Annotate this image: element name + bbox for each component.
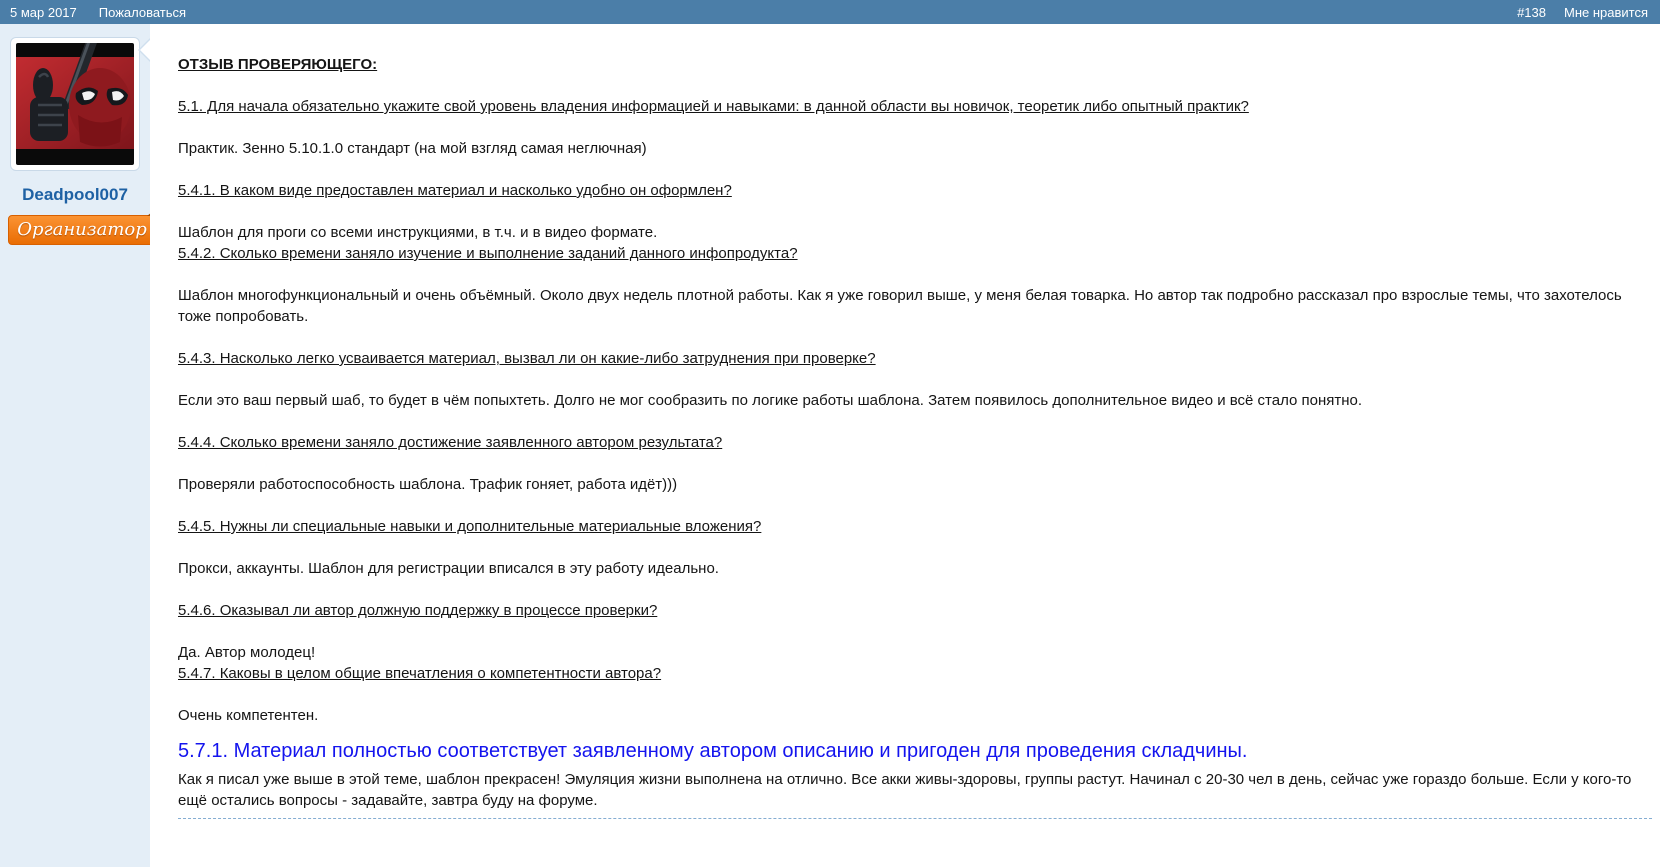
answer-5-1: Практик. Зенно 5.10.1.0 стандарт (на мой взгляд самая неглючная) bbox=[178, 140, 647, 157]
verdict-paragraph: Как я писал уже выше в этой теме, шаблон прекрасен! Эмуляция жизни выполнена на отлично. Все акки живы-здоровы, группы растут. Начинал с 20-30 чел в день, сейчас уже гораздо больше. Если у кого-то ещё остались вопросы - задавайте, завтра буду на форуме. bbox=[178, 771, 1632, 809]
question-5-4-5: 5.4.5. Нужны ли специальные навыки и дополнительные материальные вложения? bbox=[178, 518, 762, 535]
post-number-link[interactable]: #138 bbox=[1517, 4, 1546, 20]
post-toolbar-left bbox=[10, 5, 186, 20]
post-toolbar-right bbox=[1517, 5, 1648, 20]
verdict-heading: 5.7.1. Материал полностью соответствует заявленному автором описанию и пригоден для проведения складчины. bbox=[178, 740, 1248, 762]
question-5-4-3: 5.4.3. Насколько легко усваивается материал, вызвал ли он какие-либо затруднения при проверке? bbox=[178, 350, 876, 367]
answer-5-4-6: Да. Автор молодец! bbox=[178, 644, 316, 661]
badge-label: Организатор bbox=[17, 219, 147, 240]
post-body bbox=[0, 24, 1660, 867]
message-bubble-arrow bbox=[138, 38, 150, 62]
answer-5-4-3: Если это ваш первый шаб, то будет в чём попыхтеть. Долго не мог сообразить по логике работы шаблона. Затем появилось дополнительное видео и всё стало понятно. bbox=[178, 392, 1363, 409]
question-5-4-1: 5.4.1. В каком виде предоставлен материал и насколько удобно он оформлен? bbox=[178, 182, 732, 199]
answer-5-4-1: Шаблон для проги со всеми инструкциями, в т.ч. и в видео формате. bbox=[178, 224, 658, 241]
post-date-link[interactable]: 5 мар 2017 bbox=[10, 4, 77, 20]
answer-5-4-7: Очень компетентен. bbox=[178, 707, 319, 724]
organizer-badge bbox=[8, 215, 156, 245]
post-toolbar bbox=[0, 0, 1660, 24]
report-link[interactable]: Пожаловаться bbox=[98, 4, 187, 20]
answer-5-4-4: Проверяли работоспособность шаблона. Трафик гоняет, работа идёт))) bbox=[178, 476, 678, 493]
review-title: ОТЗЫВ ПРОВЕРЯЮЩЕГО: bbox=[178, 56, 378, 73]
question-5-1: 5.1. Для начала обязательно укажите свой уровень владения информацией и навыками: в данной области вы новичок, теоретик либо опытный практик? bbox=[178, 98, 1249, 115]
user-info-panel bbox=[0, 24, 150, 867]
question-5-4-7: 5.4.7. Каковы в целом общие впечатления о компетентности автора? bbox=[178, 665, 662, 682]
like-link[interactable]: Мне нравится bbox=[1563, 4, 1648, 20]
question-5-4-2: 5.4.2. Сколько времени заняло изучение и выполнение заданий данного инфопродукта? bbox=[178, 245, 798, 262]
answer-5-4-2: Шаблон многофункциональный и очень объёмный. Около двух недель плотной работы. Как я уже говорил выше, у меня белая товарка. Но автор так подробно рассказал про взрослые темы, что захотелось тоже попробовать. bbox=[178, 287, 1622, 325]
message-content bbox=[150, 24, 1660, 867]
answer-5-4-5: Прокси, аккаунты. Шаблон для регистрации вписался в эту работу идеально. bbox=[178, 560, 719, 577]
signature-divider bbox=[178, 818, 1652, 819]
username-link[interactable]: Deadpool007 bbox=[22, 185, 128, 204]
deadpool-avatar-image bbox=[16, 43, 134, 165]
avatar[interactable] bbox=[10, 37, 140, 171]
question-5-4-6: 5.4.6. Оказывал ли автор должную поддержку в процессе проверки? bbox=[178, 602, 658, 619]
question-5-4-4: 5.4.4. Сколько времени заняло достижение заявленного автором результата? bbox=[178, 434, 723, 451]
